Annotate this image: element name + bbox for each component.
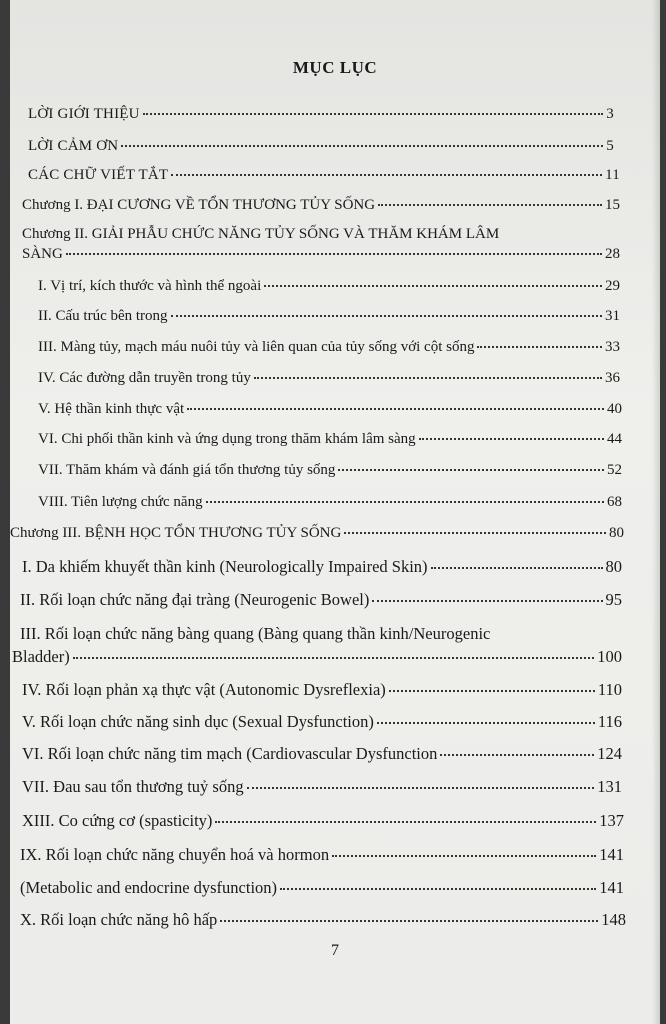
toc-entry: VII. Thăm khám và đánh giá tổn thương tủy sống 52 [38,462,622,478]
toc-entry: X. Rối loạn chức năng hô hấp 148 [20,910,626,929]
toc-entry: SÀNG 28 [22,246,620,262]
book-page [10,0,660,1024]
toc-entry: IV. Các đường dẫn truyền trong tủy 36 [38,370,620,386]
toc-entry: LỜI CẢM ƠN 5 [28,138,614,154]
toc-entry: CÁC CHỮ VIẾT TẮT 11 [28,167,620,183]
toc-entry: LỜI GIỚI THIỆU 3 [28,106,614,122]
toc-entry: (Metabolic and endocrine dysfunction) 141 [20,878,624,897]
toc-entry: XIII. Co cứng cơ (spasticity) 137 [22,811,624,830]
toc-entry: V. Hệ thần kinh thực vật 40 [38,401,622,417]
table-of-contents [10,0,660,1024]
toc-entry: V. Rối loạn chức năng sinh dục (Sexual Dysfunction) 116 [22,712,622,731]
toc-entry: Chương III. BỆNH HỌC TỔN THƯƠNG TỦY SỐNG 80 [10,525,624,541]
toc-entry: IV. Rối loạn phản xạ thực vật (Autonomic Dysreflexia) 110 [22,680,622,699]
toc-entry: III. Màng tủy, mạch máu nuôi tủy và liên quan của tủy sống với cột sống 33 [38,339,620,355]
page-edge-shadow [652,0,660,1024]
toc-entry: VI. Chi phối thần kinh và ứng dụng trong thăm khám lâm sàng 44 [38,431,622,447]
toc-entry: I. Da khiếm khuyết thần kinh (Neurologically Impaired Skin) 80 [22,557,622,576]
page-title: MỤC LỤC [292,58,378,77]
toc-entry: II. Rối loạn chức năng đại tràng (Neurogenic Bowel) 95 [20,590,622,609]
toc-entry: Chương I. ĐẠI CƯƠNG VỀ TỔN THƯƠNG TỦY SỐNG 15 [22,197,620,213]
toc-entry: I. Vị trí, kích thước và hình thể ngoài 29 [38,278,620,294]
toc-entry-line1: Chương II. GIẢI PHẪU CHỨC NĂNG TỦY SỐNG VÀ THĂM KHÁM LÂM [22,226,500,242]
page-number: 7 [331,942,339,959]
toc-entry: Bladder) 100 [12,647,622,666]
toc-entry: II. Cấu trúc bên trong 31 [38,308,620,324]
toc-entry: VI. Rối loạn chức năng tim mạch (Cardiovascular Dysfunction 124 [22,744,622,763]
toc-entry: VII. Đau sau tổn thương tuỷ sống 131 [22,777,622,796]
toc-entry: IX. Rối loạn chức năng chuyển hoá và hormon 141 [20,845,624,864]
toc-entry: VIII. Tiên lượng chức năng 68 [38,494,622,510]
toc-entry-line1: III. Rối loạn chức năng bàng quang (Bàng quang thần kinh/Neurogenic [20,624,491,643]
